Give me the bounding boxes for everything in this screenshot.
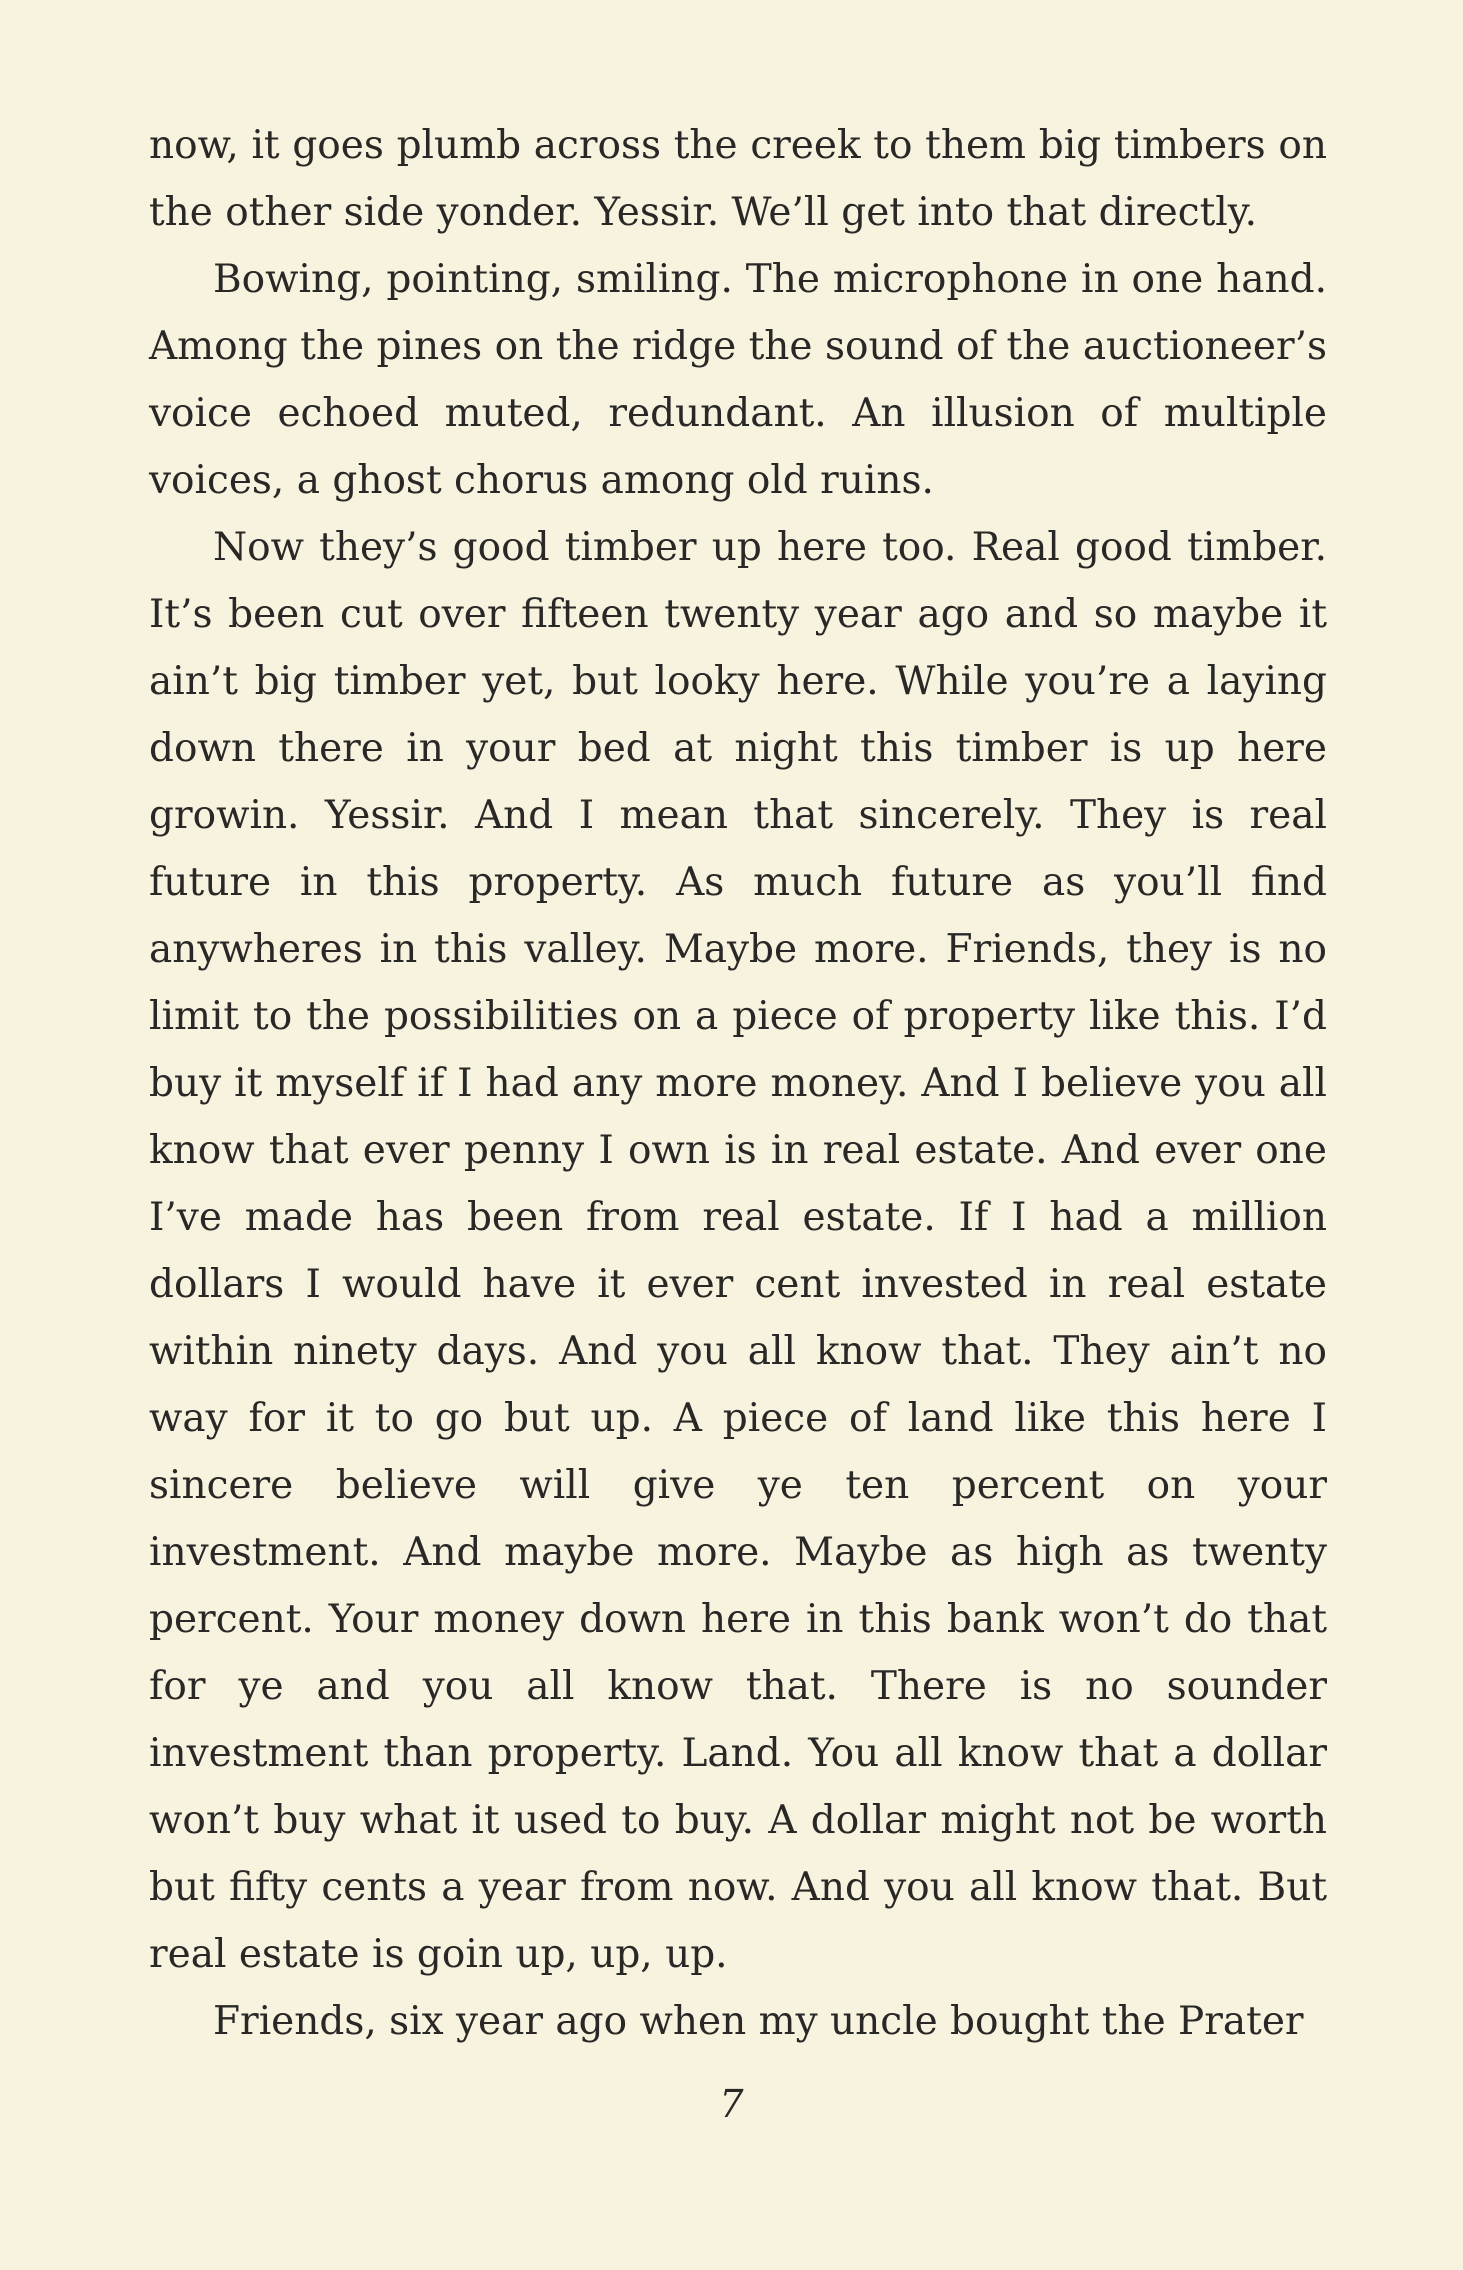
paragraph-1: now, it goes plumb across the creek to them big timbers on the other side yonder. Yessir. We’ll get into that directly. [149,123,1327,235]
paragraph-3: Now they’s good timber up here too. Real good timber. It’s been cut over fifteen twenty year ago and so maybe it ain’t big timber yet, but looky here. While you’re a laying down there in your bed at night this timber is up here growin. Yessir. And I mean that sincerely. They is real future in this property. As much future as you’ll find anywheres in this valley. Maybe more. Friends, they is no limit to the possibilities on a piece of property like this. I’d buy it myself if I had any more money. And I believe you all know that ever penny I own is in real estate. And ever one I’ve made has been from real estate. If I had a million dollars I would have it ever cent invested in real estate within ninety days. And you all know that. They ain’t no way for it to go but up. A piece of land like this here I sincere believe will give ye ten percent on your investment. And maybe more. Maybe as high as twenty percent. Your money down here in this bank won’t do that for ye and you all know that. There is no sounder investment than property. Land. You all know that a dollar won’t buy what it used to buy. A dollar might not be worth but fifty cents a year from now. And you all know that. But real estate is goin up, up, up. [149,525,1327,1977]
body-text [149,112,1327,2055]
paragraph-4: Friends, six year ago when my uncle bought the Prater [213,1999,1304,2044]
page-number: 7 [719,2082,744,2126]
paragraph-2: Bowing, pointing, smiling. The microphone in one hand. Among the pines on the ridge the sound of the auctioneer’s voice echoed muted, redundant. An illusion of multiple voices, a ghost chorus among old ruins. [149,257,1327,503]
